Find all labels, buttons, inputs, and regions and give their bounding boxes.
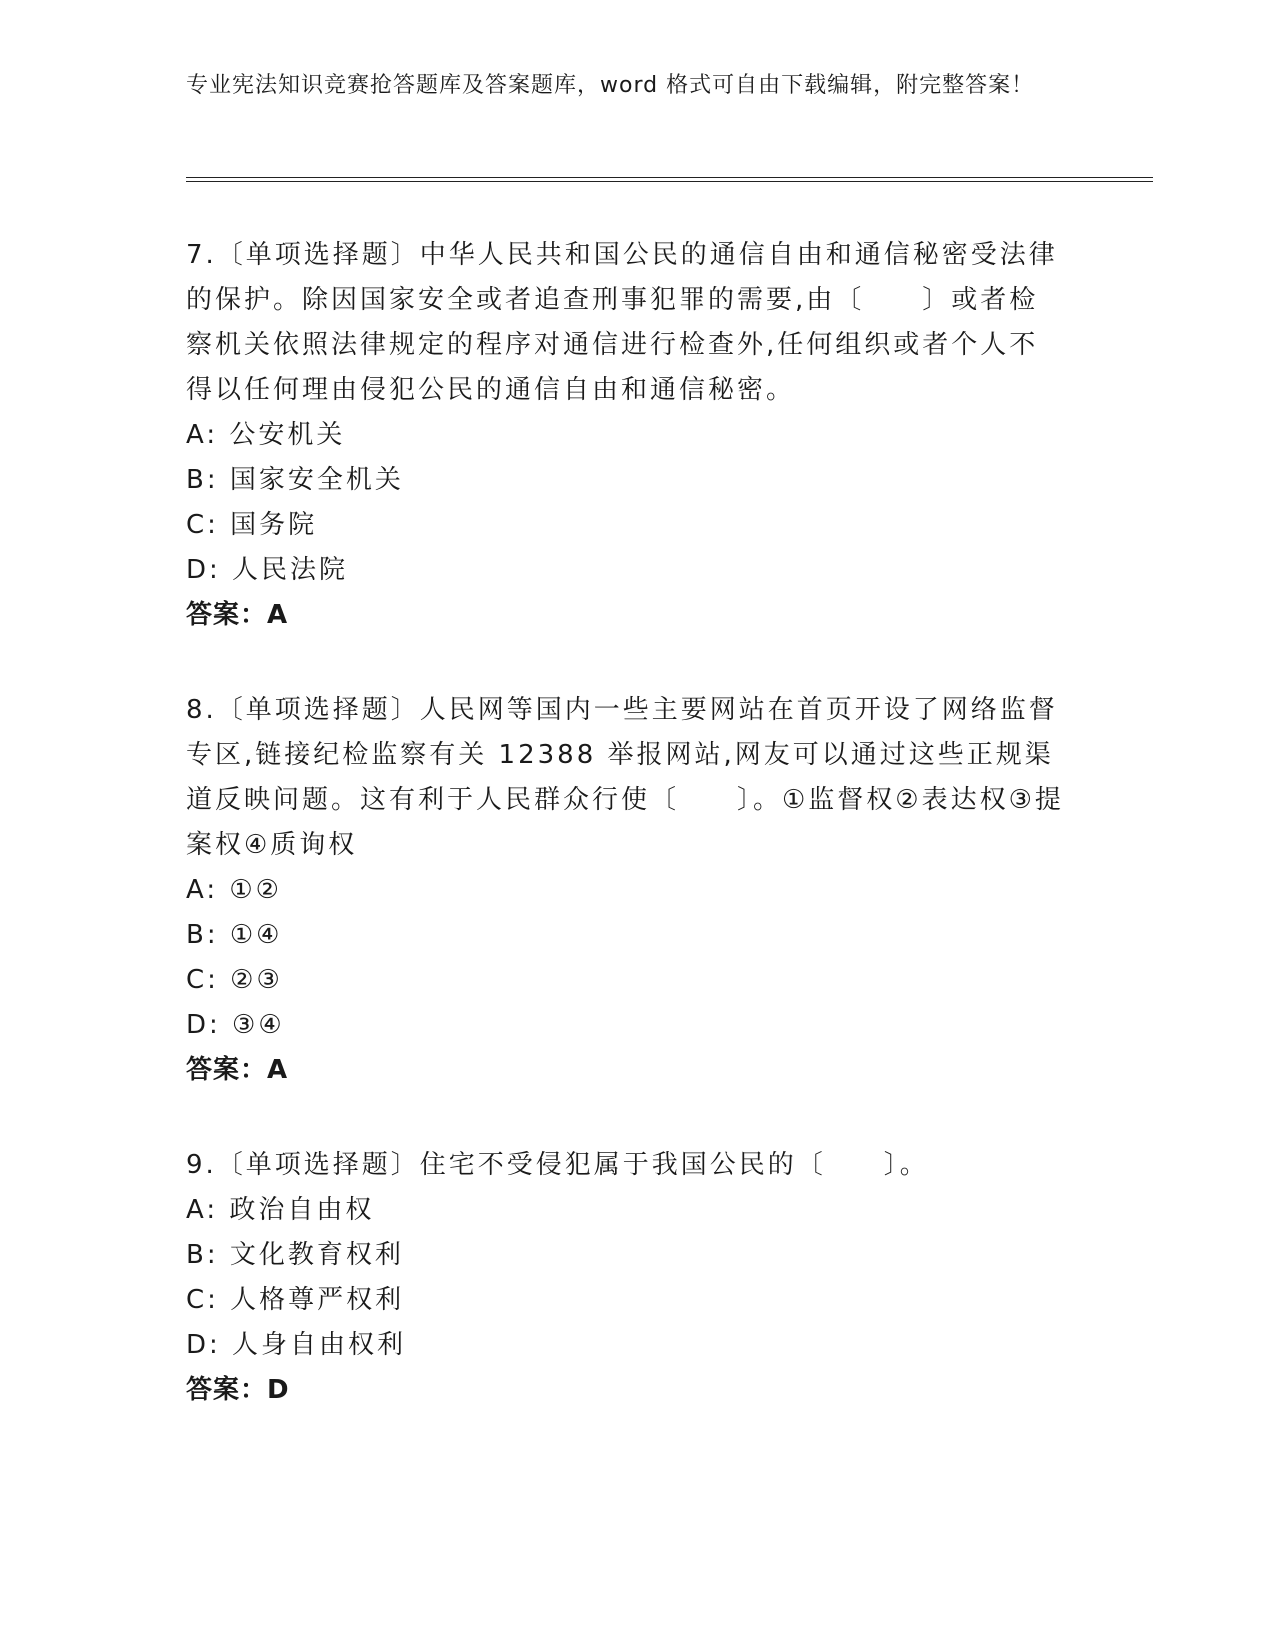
option-b: B: 文化教育权利 [186,1240,404,1270]
answer: 答案：D [186,1375,290,1405]
answer: 答案：A [186,1055,289,1085]
option-c: C: ②③ [186,965,283,995]
document-header: 专业宪法知识竞赛抢答题库及答案题库，word 格式可自由下载编辑，附完整答案！ [186,73,1035,98]
question-9 [186,1143,1066,1413]
option-d: D: ③④ [186,1010,285,1040]
question-stem: 8.〔单项选择题〕人民网等国内一些主要网站在首页开设了网络监督专区,链接纪检监察有关 12388 举报网站,网友可以通过这些正规渠道反映问题。这有利于人民群众行使〔 〕。①监督权②表达权③提案权④质询权 [186,695,1064,860]
option-d: D: 人身自由权利 [186,1330,407,1360]
option-b: B: ①④ [186,920,283,950]
option-b: B: 国家安全机关 [186,465,404,495]
option-a: A: 公安机关 [186,420,346,450]
header-divider [186,177,1153,182]
question-8 [186,688,1066,1093]
answer: 答案：A [186,600,289,630]
question-stem: 7.〔单项选择题〕中华人民共和国公民的通信自由和通信秘密受法律的保护。除因国家安全或者追查刑事犯罪的需要,由〔 〕或者检察机关依照法律规定的程序对通信进行检查外,任何组织或者个人不得以任何理由侵犯公民的通信自由和通信秘密。 [186,240,1058,405]
option-a: A: ①② [186,875,282,905]
option-d: D: 人民法院 [186,555,349,585]
question-stem: 9.〔单项选择题〕住宅不受侵犯属于我国公民的〔 〕。 [186,1150,929,1180]
option-a: A: 政治自由权 [186,1195,375,1225]
option-c: C: 人格尊严权利 [186,1285,405,1315]
option-c: C: 国务院 [186,510,318,540]
question-7 [186,233,1066,638]
